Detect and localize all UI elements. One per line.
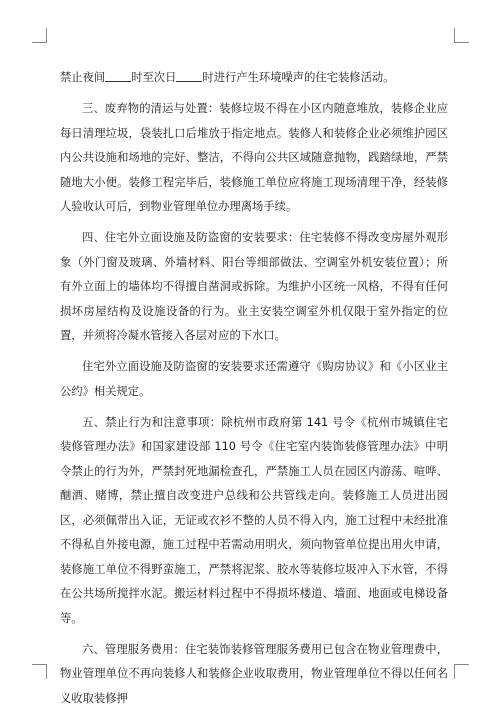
paragraph-waste-disposal: 三、废弃物的清运与处置：装修垃圾不得在小区内随意堆放，装修企业应每日清理垃圾，袋装扎口后堆放于指定地点。装修人和装修企业必须维护园区内公共设施和场地的完好、整洁，不得向公共区域随意抛物，践踏绿地，严禁随地大小便。装修工程完毕后，装修施工单位应将施工现场清理干净，经装修人验收认可后，到物业管理单位办理离场手续。 [60,102,448,214]
paragraph-facade-requirements: 四、住宅外立面设施及防盗窗的安装要求：住宅装修不得改变房屋外观形象（外门窗及玻璃、外墙材料、阳台等细部做法、空调室外机安装位置）；所有外立面上的墙体均不得擅自凿洞或拆除。为维护小区统一风格，不得有任何损坏房屋结构及设施设备的行为。业主安装空调室外机仅限于室外指定的位置，并须将冷凝水管接入各层对应的下水口。 [60,231,448,343]
crop-mark-bottom-right [454,664,469,679]
paragraph-management-fees: 六、管理服务费用：住宅装饰装修管理服务费用已包含在物业管理费中，物业管理单位不再向装修人和装修企业收取费用，物业管理单位不得以任何名义收取装修押 [60,642,448,705]
noise-hours-text-c: 时进行产生环境噪声的住宅装修活动。 [202,71,395,84]
noise-hours-text-a: 禁止夜间 [60,71,106,84]
noise-hours-text-b: 时至次日 [131,71,177,84]
document-body [60,66,448,718]
paragraph-prohibited-conduct: 五、禁止行为和注意事项：除杭州市政府第 141 号令《杭州市城镇住宅装修管理办法》和国家建设部 110 号令《住宅室内装饰装修管理办法》中明令禁止的行为外，严禁封死地漏检查孔，严禁施工人员在园区内游荡、喧哗、酗酒、赌博，禁止擅自改变进户总线和公共管线走向。装修施工人员进出园区，必须佩带出入证，无证或衣衫不整的人员不得入内，施工过程中未经批准不得私自外接电源，施工过程中若需动用明火，须向物管单位提出用火申请，装修施工单位不得野蛮施工，严禁将泥浆、胶水等装修垃圾冲入下水管，不得在公共场所搅拌水泥。搬运材料过程中不得损坏楼道、墙面、地面或电梯设备等。 [60,415,448,625]
crop-mark-bottom-left [32,664,47,679]
paragraph-facade-regulations: 住宅外立面设施及防盗窗的安装要求还需遵守《购房协议》和《小区业主公约》相关规定。 [60,360,448,398]
noise-hours-line [60,66,448,91]
crop-mark-top-right [454,28,469,43]
morning-hour-blank [176,70,202,82]
crop-mark-top-left [32,28,47,43]
night-hour-blank [105,70,131,82]
